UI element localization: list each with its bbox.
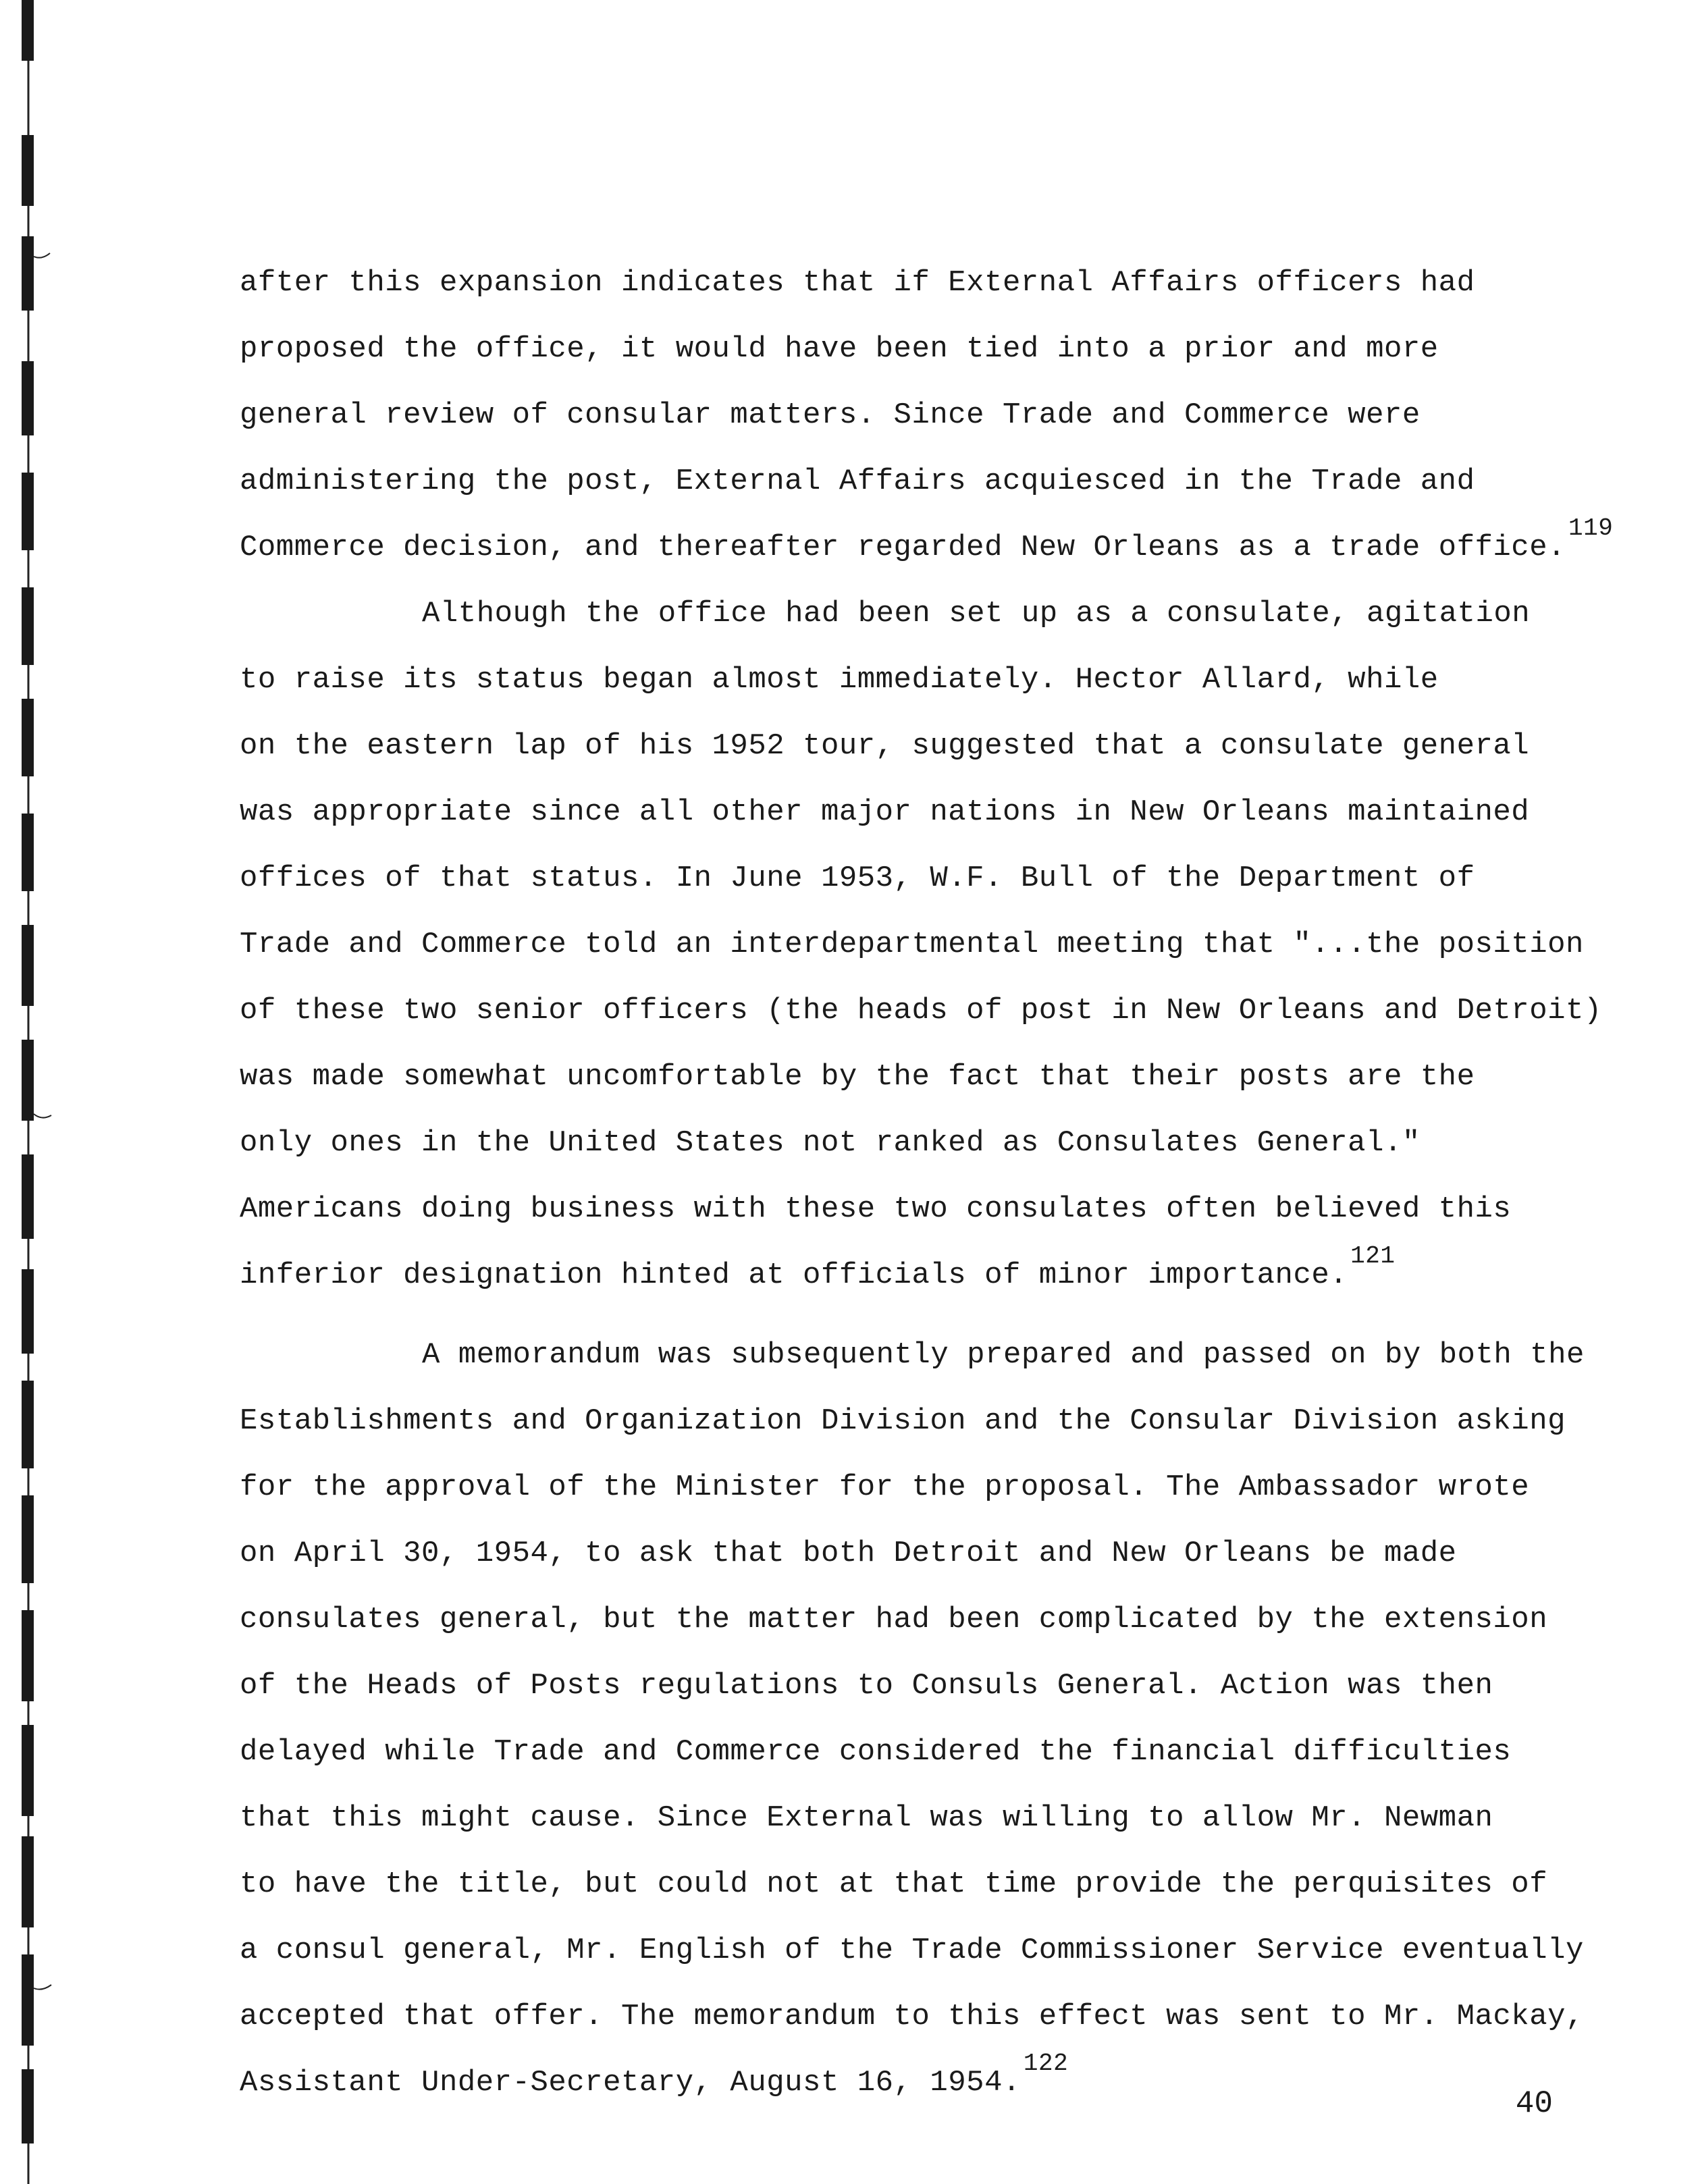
text-line: Although the office had been set up as a consulate, agitation <box>422 597 1531 631</box>
text-line: to have the title, but could not at that time provide the perquisites of <box>240 1867 1548 1901</box>
text-line: consulates general, but the matter had been complicated by the extension <box>240 1603 1548 1636</box>
text-line: proposed the office, it would have been tied into a prior and more <box>240 332 1439 366</box>
binding-margin <box>0 0 54 2184</box>
text-line: a consul general, Mr. English of the Trade Commissioner Service eventually <box>240 1934 1584 1967</box>
text-line: Americans doing business with these two consulates often believed this <box>240 1192 1512 1226</box>
paragraph-3 <box>240 1322 1585 2116</box>
text-line: Establishments and Organization Division and the Consular Division asking <box>240 1404 1566 1438</box>
text-line-content: Assistant Under-Secretary, August 16, 1954. <box>240 2066 1021 2100</box>
text-line: on April 30, 1954, to ask that both Detroit and New Orleans be made <box>240 1537 1457 1570</box>
text-line: after this expansion indicates that if External Affairs officers had <box>240 266 1475 300</box>
text-line: was appropriate since all other major nations in New Orleans maintained <box>240 795 1530 829</box>
text-line: for the approval of the Minister for the proposal. The Ambassador wrote <box>240 1470 1530 1504</box>
text-line <box>240 2050 1556 2116</box>
footnote-marker: 122 <box>1023 2050 1069 2077</box>
text-line <box>240 514 1614 581</box>
text-line: delayed while Trade and Commerce considered the financial difficulties <box>240 1735 1512 1769</box>
footnote-marker: 119 <box>1568 514 1614 542</box>
paragraph-2 <box>240 581 1602 1308</box>
text-line: administering the post, External Affairs acquiesced in the Trade and <box>240 464 1475 498</box>
text-line-content: inferior designation hinted at officials of minor importance. <box>240 1258 1348 1292</box>
text-line <box>240 1242 1556 1308</box>
text-line: Trade and Commerce told an interdepartmental meeting that "...the position <box>240 928 1584 961</box>
text-line: on the eastern lap of his 1952 tour, suggested that a consulate general <box>240 729 1530 763</box>
text-line: A memorandum was subsequently prepared and passed on by both the <box>422 1338 1585 1372</box>
page-number: 40 <box>1515 2086 1553 2121</box>
text-line: was made somewhat uncomfortable by the fact that their posts are the <box>240 1060 1475 1094</box>
text-line: accepted that offer. The memorandum to this effect was sent to Mr. Mackay, <box>240 2000 1584 2033</box>
text-line: only ones in the United States not ranked as Consulates General." <box>240 1126 1421 1160</box>
text-line-content: Commerce decision, and thereafter regarded New Orleans as a trade office. <box>240 531 1566 564</box>
document-body <box>240 250 1614 2116</box>
text-line: of the Heads of Posts regulations to Consuls General. Action was then <box>240 1669 1493 1703</box>
text-line: of these two senior officers (the heads of post in New Orleans and Detroit) <box>240 994 1602 1028</box>
footnote-marker: 121 <box>1350 1242 1396 1270</box>
text-line: offices of that status. In June 1953, W.F. Bull of the Department of <box>240 861 1475 895</box>
text-line: to raise its status began almost immediately. Hector Allard, while <box>240 663 1439 697</box>
text-line: that this might cause. Since External was willing to allow Mr. Newman <box>240 1801 1493 1835</box>
paragraph-1 <box>240 250 1614 581</box>
binding-strip-graphic <box>0 0 54 2184</box>
paragraph-spacer <box>240 1308 1556 1322</box>
text-line: general review of consular matters. Since Trade and Commerce were <box>240 398 1421 432</box>
